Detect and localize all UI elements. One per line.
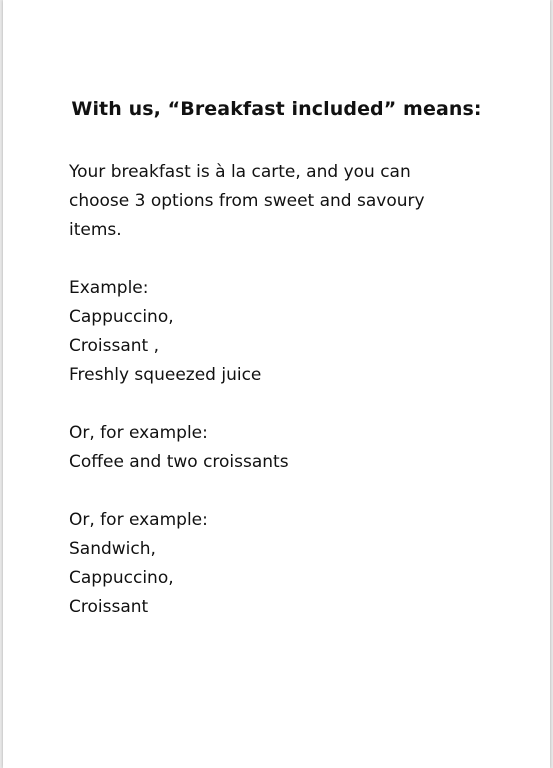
- page-title: With us, “Breakfast included” means:: [71, 98, 482, 120]
- intro-line: choose 3 options from sweet and savoury: [69, 191, 425, 211]
- example-item: Cappuccino,: [69, 307, 174, 327]
- example-block-3: [69, 506, 489, 622]
- example-item: Coffee and two croissants: [69, 452, 289, 472]
- example-item: Sandwich,: [69, 539, 156, 559]
- document-body: [69, 158, 489, 651]
- document-page: [3, 0, 550, 768]
- example-item: Croissant: [69, 597, 149, 617]
- example-item: Freshly squeezed juice: [69, 365, 262, 385]
- intro-paragraph: [69, 158, 489, 245]
- example-heading: Or, for example:: [69, 423, 208, 443]
- example-block-1: [69, 274, 489, 390]
- example-item: Cappuccino,: [69, 568, 174, 588]
- example-block-2: [69, 419, 489, 477]
- intro-line: items.: [69, 220, 122, 240]
- example-heading: Or, for example:: [69, 510, 208, 530]
- example-heading: Example:: [69, 278, 149, 298]
- example-item: Croissant ,: [69, 336, 159, 356]
- intro-line: Your breakfast is à la carte, and you can: [69, 162, 411, 182]
